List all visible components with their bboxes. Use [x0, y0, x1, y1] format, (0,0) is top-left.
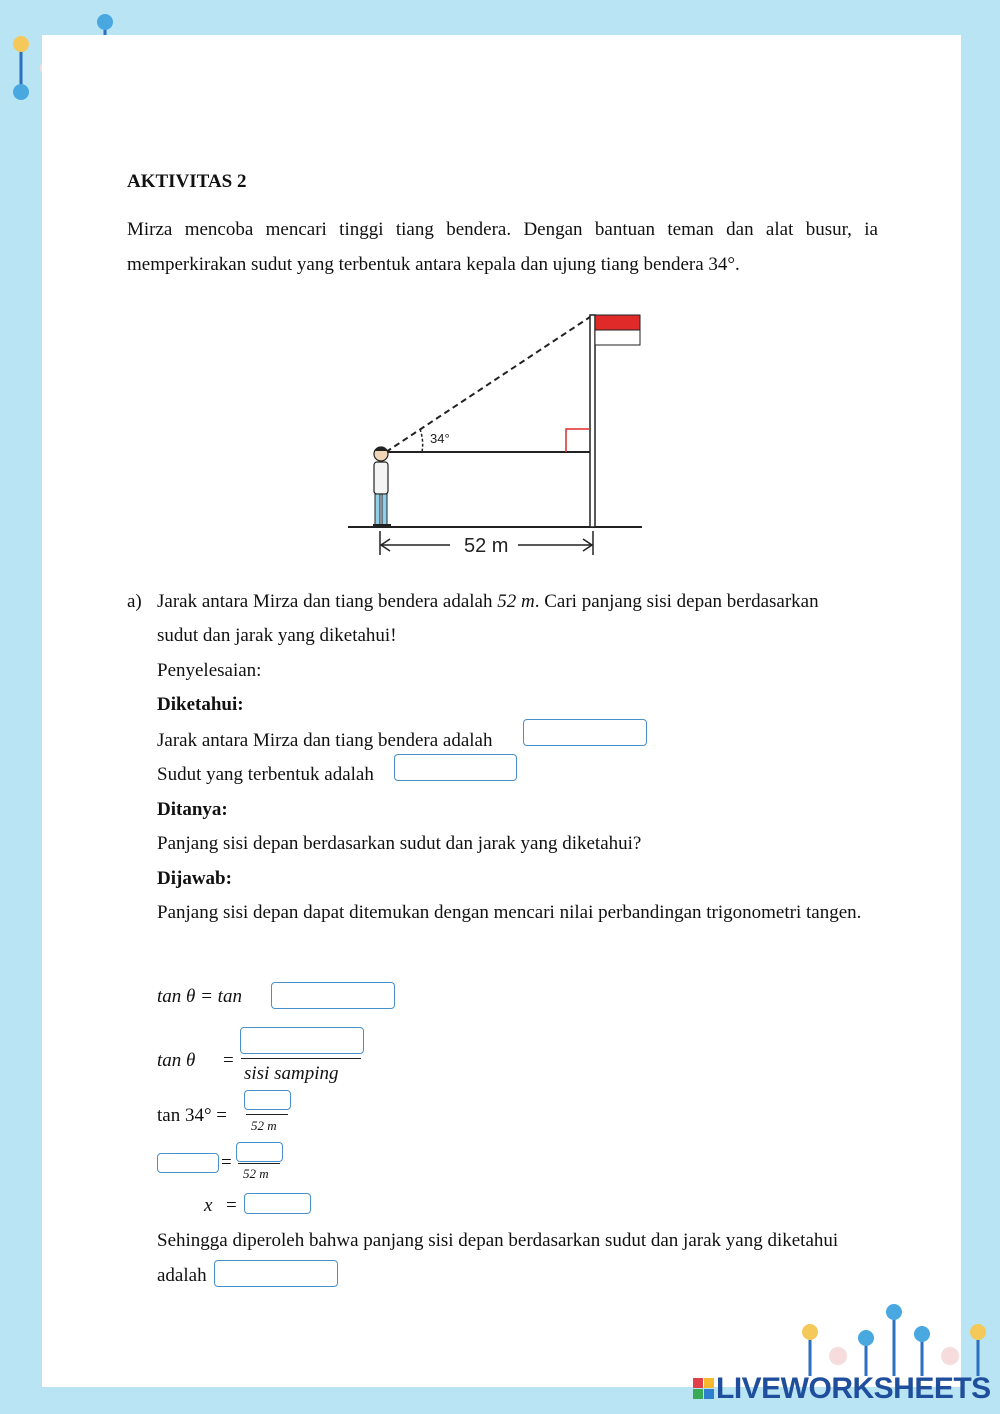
equation3-denominator: 52 m	[251, 1118, 277, 1133]
flagpole-figure	[340, 305, 660, 565]
question-text-part2: . Cari panjang sisi depan berdasarkan	[534, 591, 819, 612]
final-answer-input[interactable]	[214, 1260, 338, 1287]
distance-input[interactable]	[523, 719, 647, 746]
angle-label: 34°	[430, 431, 450, 446]
equation4-denominator: 52 m	[243, 1166, 269, 1181]
question-line2: sudut dan jarak yang diketahui!	[157, 625, 397, 646]
asked-heading: Ditanya:	[157, 799, 228, 820]
numerator2-input[interactable]	[244, 1090, 291, 1110]
known-distance-text: Jarak antara Mirza dan tiang bendera adalah	[157, 730, 493, 751]
right-angle-marker	[566, 429, 590, 452]
fraction-bar-2	[241, 1058, 361, 1059]
answer-heading: Dijawab:	[157, 868, 232, 889]
question-marker: a)	[127, 591, 142, 612]
x-value-input[interactable]	[244, 1193, 311, 1214]
equation4-equals: =	[221, 1152, 232, 1173]
intro-paragraph: Mirza mencoba mencari tinggi tiang bendera. Dengan bantuan teman dan alat busur, ia memperkirakan sudut yang terbentuk antara kepala dan ujung tiang bendera 34°.	[127, 219, 878, 275]
asked-text: Panjang sisi depan berdasarkan sudut dan jarak yang diketahui?	[157, 833, 642, 854]
answer-text: Panjang sisi depan dapat ditemukan dengan mencari nilai perbandingan trigonometri tangen.	[157, 902, 862, 923]
solution-label: Penyelesaian:	[157, 660, 262, 681]
known-angle-text: Sudut yang terbentuk adalah	[157, 764, 374, 785]
tan-angle-input[interactable]	[271, 982, 395, 1009]
question-line1	[157, 590, 819, 614]
person-icon	[373, 447, 391, 528]
question-text-part1: Jarak antara Mirza dan tiang bendera adalah	[157, 591, 493, 612]
liveworksheets-logo[interactable]: LIVEWORKSHEETS	[716, 1372, 991, 1405]
liveworksheets-logo-icon	[693, 1378, 715, 1400]
activity-heading: AKTIVITAS 2	[127, 171, 247, 192]
numerator-input[interactable]	[240, 1027, 364, 1054]
angle-arc	[420, 429, 423, 452]
equation5-left: x	[204, 1195, 213, 1216]
fraction-bar-4	[238, 1163, 280, 1164]
equation3-left: tan 34° =	[157, 1105, 228, 1126]
equation2-denominator: sisi samping	[244, 1063, 339, 1084]
equation1-left: tan θ = tan	[157, 986, 242, 1007]
angle-input[interactable]	[394, 754, 517, 781]
fraction-bar-3	[246, 1114, 288, 1115]
equation5-equals: =	[226, 1195, 237, 1216]
flag-pole	[590, 315, 595, 527]
conclusion-text: Sehingga diperoleh bahwa panjang sisi depan berdasarkan sudut dan jarak yang diketahui	[157, 1230, 839, 1251]
lhs-input[interactable]	[157, 1153, 219, 1173]
known-heading: Diketahui:	[157, 694, 244, 715]
equation2-equals: =	[223, 1050, 234, 1071]
flag-red	[595, 315, 640, 330]
sight-line	[386, 317, 590, 452]
equation2-left: tan θ	[157, 1050, 196, 1071]
conclusion-end: adalah	[157, 1265, 207, 1286]
flag-white	[595, 330, 640, 345]
numerator3-input[interactable]	[236, 1142, 283, 1162]
question-distance: 52 m	[497, 591, 535, 612]
distance-label: 52 m	[464, 535, 509, 557]
